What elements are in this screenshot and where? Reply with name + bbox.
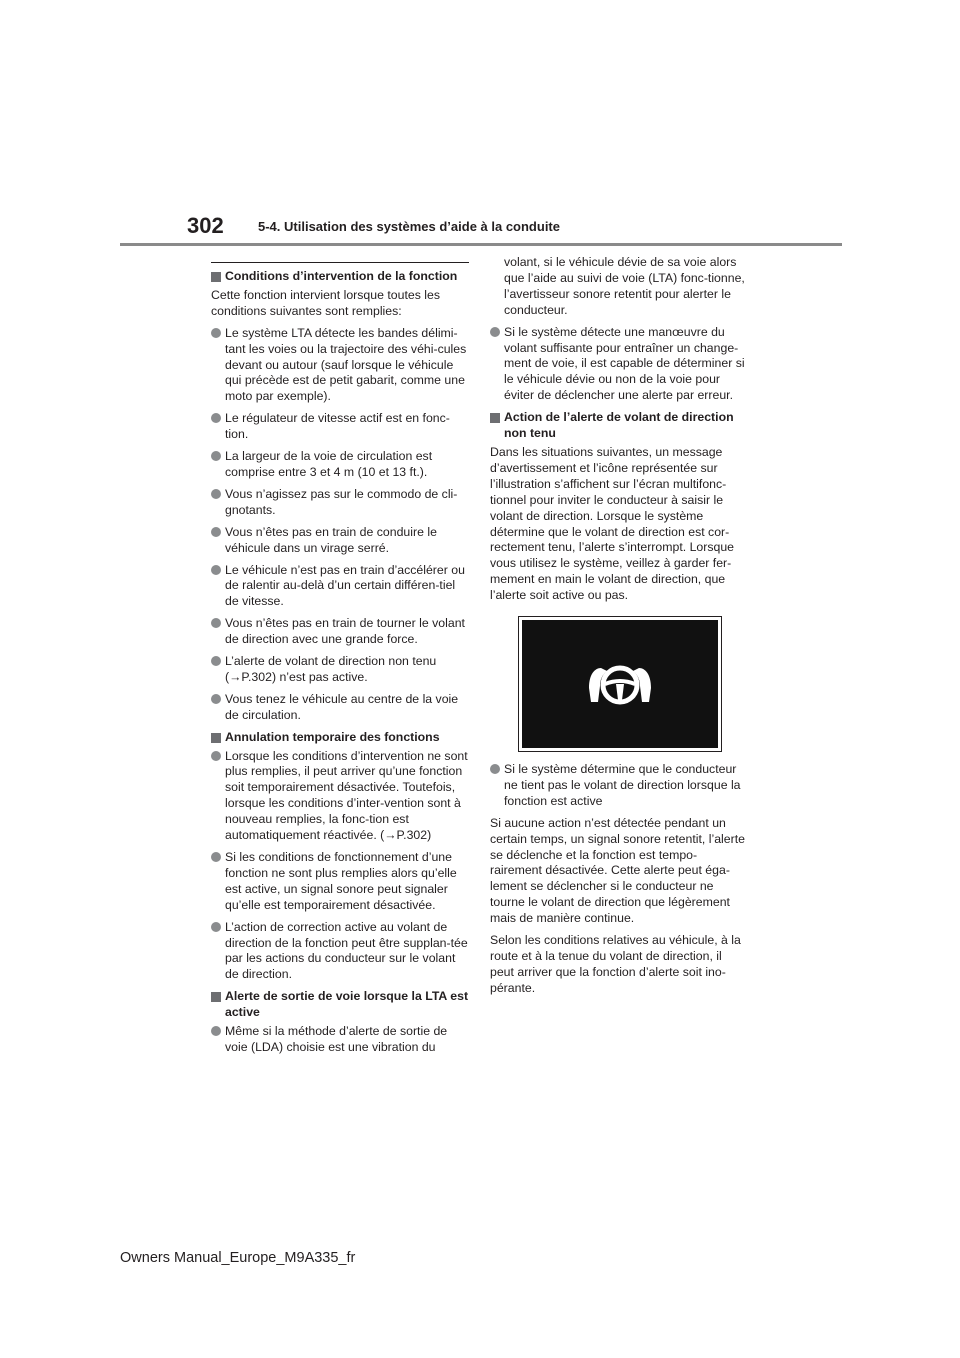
list-item — [211, 487, 469, 519]
list-item — [211, 563, 469, 611]
left-column — [211, 262, 469, 1062]
heading-temporary-cancel — [211, 730, 469, 746]
round-bullet-icon — [211, 489, 221, 499]
round-bullet-icon — [211, 328, 221, 338]
list-item-text: Si le système détermine que le conducteur ne tient pas le volant de direction lorsque la fonction est active — [504, 762, 741, 808]
round-bullet-icon — [211, 413, 221, 423]
hands-on-steering-wheel-icon — [585, 658, 655, 710]
round-bullet-icon — [211, 565, 221, 575]
list-item — [211, 525, 469, 557]
column-top-rule — [211, 262, 469, 263]
list-item-text: Le système LTA détecte les bandes délimi-tant les voies ou la trajectoire des véhi-cules devant ou autour (sauf lorsque le véhicule qui précède est de petit gabarit, comme une moto par exemple). — [225, 325, 467, 404]
list-item-text: Si le système détecte une manœuvre du volant suffisante pour entraîner un change-ment de voie, il est capable de déterminer si le véhicule dévie ou non de la voie pour éviter de déclencher une alerte par erreur. — [504, 324, 745, 403]
list-item-text: Vous n’êtes pas en train de tourner le volant de direction avec une grande force. — [225, 616, 465, 647]
display-screen — [522, 620, 718, 748]
list-item — [490, 325, 748, 405]
paragraph: Selon les conditions relatives au véhicule, à la route et à la tenue du volant de direction, il peut arriver que la fonction d’alerte soit ino-pérante. — [490, 933, 741, 995]
square-bullet-icon — [211, 272, 221, 282]
list-item — [211, 616, 469, 648]
round-bullet-icon — [211, 527, 221, 537]
round-bullet-icon — [211, 922, 221, 932]
list-item-text: Le véhicule n’est pas en train d’accélérer ou de ralentir au-delà d’un certain différen-tiel de vitesse. — [225, 562, 465, 609]
paragraph: Si aucune action n’est détectée pendant un certain temps, un signal sonore retentit, l’alerte se déclenche et la fonction est tempo-rairement désactivée. Cette alerte peut éga-lement se déclencher si le conducteur ne tourne le volant de direction que légèrement mais de manière continue. — [490, 815, 745, 926]
square-bullet-icon — [490, 413, 500, 423]
round-bullet-icon — [211, 751, 221, 761]
list-item — [211, 326, 469, 406]
heading-hands-off-alert — [490, 410, 748, 442]
heading-text: Annulation temporaire des fonctions — [225, 729, 440, 744]
list-item-text: Vous n’agissez pas sur le commodo de cli-gnotants. — [225, 486, 458, 517]
right-column — [490, 255, 748, 1003]
section-title: 5-4. Utilisation des systèmes d’aide à la conduite — [258, 219, 560, 234]
round-bullet-icon — [211, 694, 221, 704]
list-item-text: Même si la méthode d’alerte de sortie de voie (LDA) choisie est une vibration du — [225, 1024, 448, 1054]
list-item — [211, 749, 469, 844]
list-item-text: Si les conditions de fonctionnement d’une fonction ne sont plus remplies alors qu’elle est active, un signal sonore peut signaler qu’elle est temporairement désactivée. — [225, 850, 457, 912]
heading-text: Alerte de sortie de voie lorsque la LTA est active — [225, 989, 469, 1020]
heading-lane-departure-alert — [211, 989, 469, 1021]
heading-intervention-conditions — [211, 269, 469, 285]
heading-text: Action de l’alerte de volant de direction non tenu — [504, 410, 734, 441]
round-bullet-icon — [211, 852, 221, 862]
footer-text: Owners Manual_Europe_M9A335_fr — [120, 1250, 356, 1266]
paragraph: Cette fonction intervient lorsque toutes les conditions suivantes sont remplies: — [211, 287, 440, 318]
list-item-text: L’action de correction active au volant de direction de la fonction peut être supplan-tée par les actions du conducteur sur le volant de direction. — [225, 919, 468, 982]
continued-text: volant, si le véhicule dévie de sa voie alors que l’aide au suivi de voie (LTA) fonc-tionne, l’avertisseur sonore retentit pour alerter le conducteur. — [504, 255, 745, 317]
round-bullet-icon — [490, 764, 500, 774]
list-item-text: Lorsque les conditions d’intervention ne sont plus remplies, il peut arriver qu’une fonction soit temporairement désactivée. Toutefois, lorsque les conditions d’inter-vention sont à nouveau remplies, la fonc-tion est automatiquement réactivée. (→P.302) — [225, 748, 468, 843]
list-item-text: L’alerte de volant de direction non tenu (→P.302) n’est pas active. — [225, 654, 437, 684]
list-item-text: Le régulateur de vitesse actif est en fonc-tion. — [225, 411, 450, 442]
square-bullet-icon — [211, 733, 221, 743]
round-bullet-icon — [490, 327, 500, 337]
list-item — [211, 449, 469, 481]
round-bullet-icon — [211, 656, 221, 666]
list-item — [211, 654, 469, 686]
header-rule — [120, 243, 842, 246]
list-item — [211, 411, 469, 443]
list-item — [211, 920, 469, 984]
display-illustration — [518, 616, 722, 752]
list-item — [211, 1024, 469, 1056]
round-bullet-icon — [211, 451, 221, 461]
list-item-text: Vous n’êtes pas en train de conduire le véhicule dans un virage serré. — [225, 524, 437, 555]
round-bullet-icon — [211, 1026, 221, 1036]
round-bullet-icon — [211, 618, 221, 628]
list-item — [211, 692, 469, 724]
square-bullet-icon — [211, 992, 221, 1002]
list-item-text: La largeur de la voie de circulation est comprise entre 3 et 4 m (10 et 13 ft.). — [225, 449, 433, 479]
list-item — [211, 850, 469, 914]
page-number: 302 — [187, 213, 224, 238]
paragraph: Dans les situations suivantes, un message d’avertissement et l’icône représentée sur l’illustration s’affichent sur l’écran multifonc-tionnel pour inviter le conducteur à saisir le volant de direction. Lorsque le système détermine que le volant de direction est cor-rectement tenu, l’alerte s’interrompt. Lorsque vous utilisez le système, veillez à garder fer-mement en main le volant de direction, que l’alerte soit active ou pas. — [490, 444, 735, 603]
heading-text: Conditions d’intervention de la fonction — [225, 269, 458, 283]
list-item — [490, 762, 748, 810]
list-item-text: Vous tenez le véhicule au centre de la voie de circulation. — [225, 691, 459, 722]
